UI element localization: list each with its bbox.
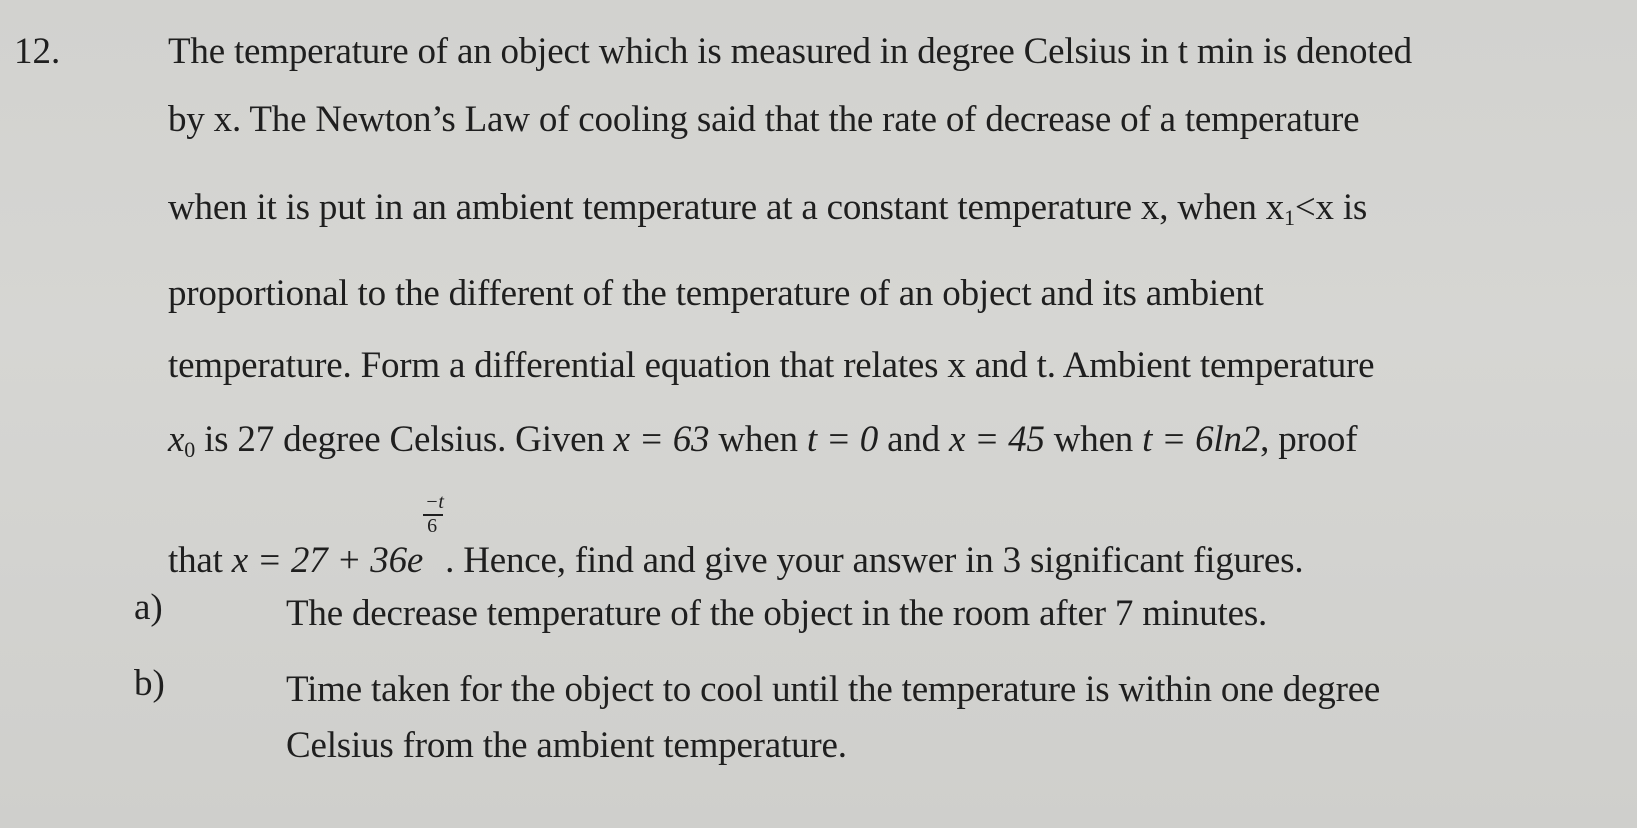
line7-tail: . Hence, find and give your answer in 3 significant figures. bbox=[445, 540, 1304, 581]
equation-x-45: x = 45 bbox=[949, 419, 1045, 460]
line6-part4: when bbox=[1044, 419, 1143, 460]
question-line-5: temperature. Form a differential equation that relates x and t. Ambient temperature bbox=[168, 345, 1375, 386]
part-b-label: b) bbox=[134, 663, 165, 704]
x1-subscript: 1 bbox=[1284, 205, 1295, 230]
part-b-line-1: Time taken for the object to cool until the temperature is within one degree bbox=[286, 669, 1381, 710]
question-line-3-text: when it is put in an ambient temperature at a constant temperature x, when x bbox=[168, 187, 1285, 228]
question-line-3-tail: <x is bbox=[1294, 187, 1368, 228]
question-line-1: The temperature of an object which is measured in degree Celsius in t min is denoted bbox=[168, 31, 1412, 72]
part-a-label: a) bbox=[134, 587, 163, 628]
exponent-denominator: 6 bbox=[427, 515, 437, 537]
question-number: 12. bbox=[14, 31, 61, 72]
line6-part5: , proof bbox=[1260, 419, 1358, 460]
exponent-fraction bbox=[423, 491, 445, 572]
line6-part2: when bbox=[709, 419, 807, 460]
part-a-line-1: The decrease temperature of the object in the room after 7 minutes. bbox=[286, 593, 1268, 634]
question-line-2: by x. The Newton’s Law of cooling said that the rate of decrease of a temperature bbox=[168, 99, 1360, 140]
equation-t-0: t = 0 bbox=[806, 419, 879, 460]
line7-lead: that bbox=[168, 540, 232, 581]
line6-part3: and bbox=[878, 419, 949, 460]
formula-x-equals: x = 27 + 36e bbox=[231, 540, 424, 581]
equation-t-6ln2: t = 6ln2 bbox=[1142, 419, 1261, 460]
question-line-6 bbox=[168, 418, 1357, 472]
x0-subscript: 0 bbox=[184, 437, 196, 462]
question-line-7 bbox=[168, 491, 1304, 583]
question-line-4: proportional to the different of the temperature of an object and its ambient bbox=[168, 273, 1264, 314]
line6-part1: is 27 degree Celsius. Given bbox=[195, 419, 614, 460]
question-line-3 bbox=[168, 186, 1367, 240]
equation-x-63: x = 63 bbox=[613, 419, 710, 460]
part-b-line-2: Celsius from the ambient temperature. bbox=[286, 725, 847, 766]
exponent-numerator: −t bbox=[425, 491, 444, 513]
x0-variable: x bbox=[168, 419, 185, 460]
